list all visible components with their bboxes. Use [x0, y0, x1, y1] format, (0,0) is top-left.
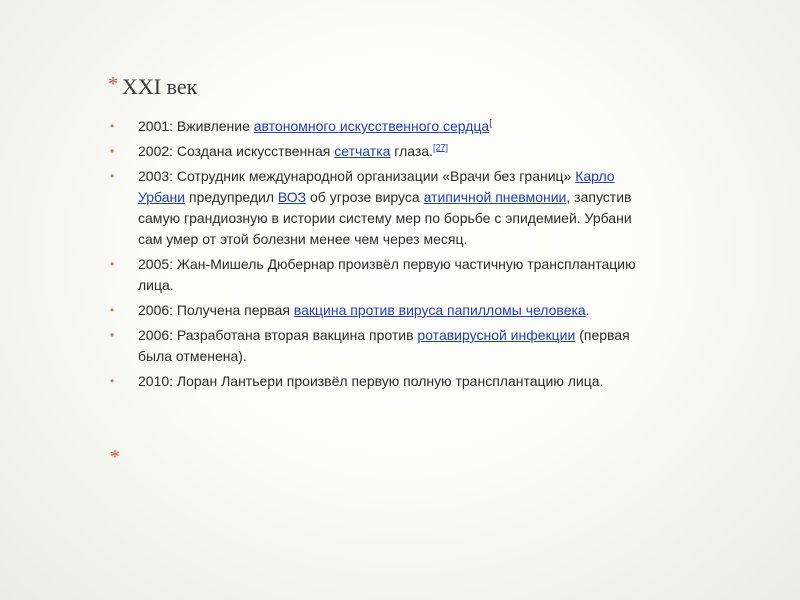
bullet-icon: • [110, 257, 115, 271]
item-text-mid: предупредил [185, 189, 278, 205]
item-text: 2001: Вживление [138, 118, 254, 134]
link-carlo-urbani[interactable]: Карло Урбани [138, 168, 615, 205]
list-item [110, 300, 650, 321]
link-atypical-pneumonia[interactable]: атипичной пневмонии [423, 189, 567, 205]
item-text: 2006: Разработана вторая вакцина против [138, 327, 418, 343]
link-rotavirus-infection[interactable]: ротавирусной инфекции [417, 327, 576, 343]
bullet-icon: • [110, 328, 115, 342]
item-text-after: глаза. [390, 143, 434, 159]
item-text: 2003: Сотрудник международной организации «Врачи без границ» [138, 168, 576, 184]
timeline-list [110, 116, 650, 396]
list-item [110, 371, 650, 392]
list-item [110, 325, 650, 367]
reference-mark: [ [489, 117, 492, 128]
bullet-icon: • [110, 119, 115, 133]
item-text-after: . [585, 302, 590, 318]
item-text: 2006: Получена первая [138, 302, 294, 318]
slide-heading [108, 74, 197, 100]
link-artificial-heart[interactable]: автономного искусственного сердца [253, 118, 490, 134]
list-item [110, 116, 650, 137]
bullet-icon: • [110, 374, 115, 388]
item-text-after: , запустив самую грандиозную в истории систему мер по борьбе с эпидемией. Урбани сам умер от этой болезни менее чем через месяц. [138, 189, 632, 247]
item-text-after: (первая была отменена). [138, 327, 630, 364]
bullet-icon: • [110, 144, 115, 158]
item-text: 2005: Жан-Мишель Дюбернар произвёл первую частичную трансплантацию лица. [138, 256, 636, 293]
item-text-mid: об угрозе вируса [306, 189, 424, 205]
link-who[interactable]: ВОЗ [277, 189, 307, 205]
empty-star-bullet-icon: * [110, 446, 120, 468]
list-item [110, 141, 650, 162]
item-text: 2010: Лоран Лантьери произвёл первую полную трансплантацию лица. [138, 373, 604, 389]
bullet-icon: • [110, 303, 115, 317]
link-retina[interactable]: сетчатка [334, 143, 391, 159]
star-bullet-icon: * [108, 73, 118, 95]
list-item [110, 166, 650, 250]
item-text: 2002: Создана искусственная [138, 143, 335, 159]
list-item [110, 254, 650, 296]
reference-link[interactable]: [27] [433, 142, 449, 153]
link-hpv-vaccine[interactable]: вакцина против вируса папилломы человека [293, 302, 586, 318]
bullet-icon: • [110, 169, 115, 183]
heading-text: XXI век [122, 74, 198, 99]
